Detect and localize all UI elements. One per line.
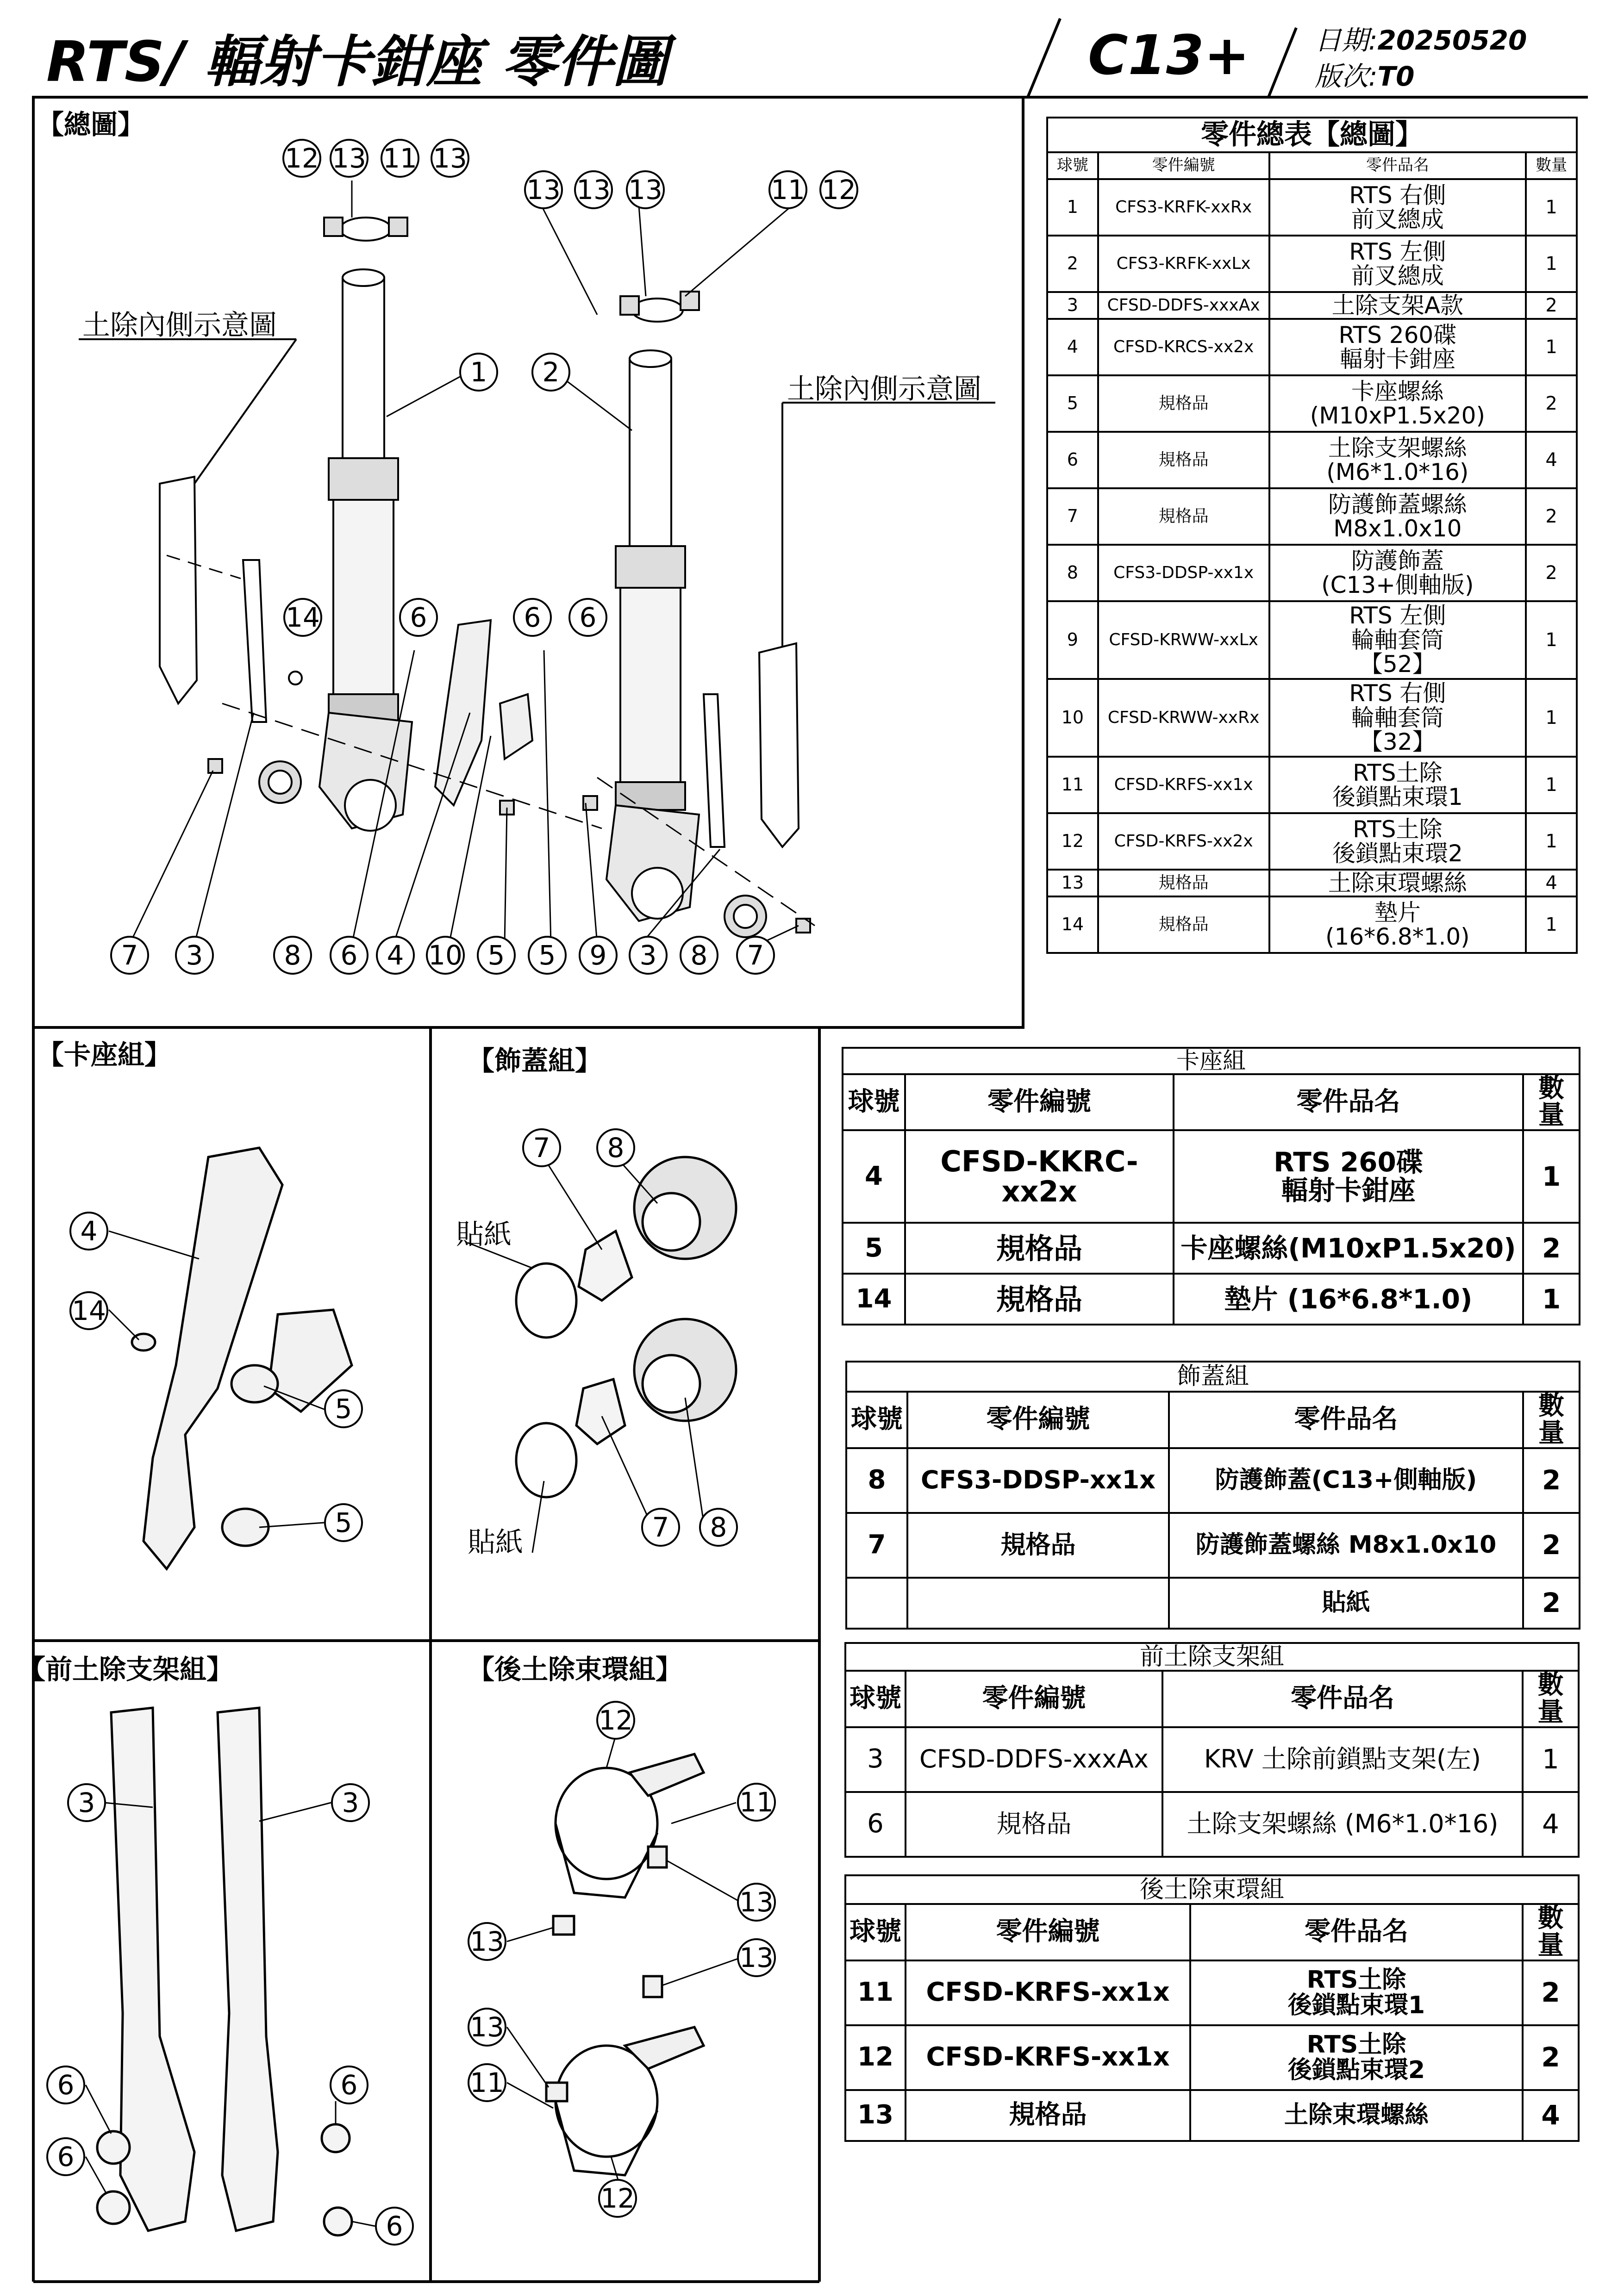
bracket-col-part-no: 零件編號 xyxy=(906,1671,1162,1727)
clamp-table-title-row xyxy=(845,1875,1579,1904)
cell-name: RTS 右側 輪軸套筒 【32】 xyxy=(1269,679,1526,757)
clamp-table-header-row xyxy=(845,1904,1579,1960)
cell-part-no: CFSD-KRCS-xx2x xyxy=(1098,319,1269,375)
caliper-callout-5: 5 xyxy=(324,1389,363,1428)
overview-title: 【總圖】 xyxy=(37,109,145,140)
caliper-callout-5: 5 xyxy=(324,1503,363,1542)
cap-callout-7: 7 xyxy=(522,1128,561,1167)
cell-no: 14 xyxy=(843,1274,905,1325)
cell-part-no: 規格品 xyxy=(1098,870,1269,896)
cell-qty: 1 xyxy=(1526,813,1577,870)
cell-no: 7 xyxy=(1047,488,1098,545)
cell-part-no: 規格品 xyxy=(907,1513,1169,1578)
cell-no: 2 xyxy=(1047,236,1098,292)
table-row xyxy=(845,1960,1579,2025)
caliper-group-title: 【卡座組】 xyxy=(37,1039,172,1070)
callout-12: 12 xyxy=(819,170,858,209)
cell-name: RTS 260碟 輻射卡鉗座 xyxy=(1174,1130,1523,1223)
bracket-col-qty: 數量 xyxy=(1523,1671,1579,1727)
cell-no: 10 xyxy=(1047,679,1098,757)
cell-name: RTS 左側 輪軸套筒 【52】 xyxy=(1269,601,1526,679)
cell-name: 防護飾蓋螺絲 M8x1.0x10 xyxy=(1169,1513,1523,1578)
cell-name: RTS土除 後鎖點束環2 xyxy=(1269,813,1526,870)
table-row xyxy=(845,2025,1579,2090)
inner-view-label-left: 土除內側示意圖 xyxy=(82,309,277,342)
caliper-callout-14: 14 xyxy=(69,1291,108,1330)
cell-name: RTS土除 後鎖點束環2 xyxy=(1190,2025,1523,2090)
clamp-callout-11: 11 xyxy=(737,1783,776,1822)
callout-13: 13 xyxy=(330,139,369,178)
cell-qty: 1 xyxy=(1526,236,1577,292)
cap-col-no: 球號 xyxy=(846,1392,907,1448)
callout-7: 7 xyxy=(736,936,775,975)
cap-col-part-no: 零件編號 xyxy=(907,1392,1169,1448)
cell-part-no: 規格品 xyxy=(905,1274,1174,1325)
callout-3: 3 xyxy=(629,936,668,975)
cell-name: 卡座螺絲 (M10xP1.5x20) xyxy=(1269,375,1526,432)
cell-qty: 2 xyxy=(1526,292,1577,319)
cell-qty: 4 xyxy=(1523,2090,1579,2141)
cell-name: 防護飾蓋 (C13+側軸版) xyxy=(1269,545,1526,601)
clamp-parts-tbody xyxy=(845,1875,1579,2141)
cell-qty: 2 xyxy=(1526,375,1577,432)
rear-clamp-group-title: 【後土除束環組】 xyxy=(468,1654,683,1685)
cap-callout-8: 8 xyxy=(699,1508,738,1547)
callout-14: 14 xyxy=(283,598,322,637)
cell-name: RTS 右側 前叉總成 xyxy=(1269,179,1526,236)
cell-part-no: 規格品 xyxy=(1098,432,1269,488)
rear-clamp-parts-table xyxy=(844,1874,1580,2142)
cell-no: 8 xyxy=(1047,545,1098,601)
model-code: C13+ xyxy=(1088,23,1250,87)
callout-2: 2 xyxy=(531,353,570,392)
cell-no: 8 xyxy=(846,1448,907,1513)
clamp-col-qty: 數量 xyxy=(1523,1904,1579,1960)
callout-8: 8 xyxy=(680,936,718,975)
cell-name: RTS 左側 前叉總成 xyxy=(1269,236,1526,292)
cell-name: 土除束環螺絲 xyxy=(1269,870,1526,896)
cell-qty: 1 xyxy=(1526,319,1577,375)
callout-6: 6 xyxy=(513,598,552,637)
cap-callout-7: 7 xyxy=(641,1508,680,1547)
bracket-col-name: 零件品名 xyxy=(1162,1671,1523,1727)
version-label: 版次: xyxy=(1315,61,1378,92)
callout-3: 3 xyxy=(175,936,214,975)
bracket-callout-6: 6 xyxy=(46,2137,85,2176)
cell-name: 土除支架螺絲 (M6*1.0*16) xyxy=(1162,1792,1523,1857)
clamp-callout-13: 13 xyxy=(737,1883,776,1922)
cell-part-no: CFSD-DDFS-xxxAx xyxy=(1098,292,1269,319)
bracket-table-title: 前土除支架組 xyxy=(845,1643,1579,1671)
main-col-no: 球號 xyxy=(1047,152,1098,179)
cell-part-no: CFSD-DDFS-xxxAx xyxy=(906,1727,1162,1792)
caliper-col-name: 零件品名 xyxy=(1174,1074,1523,1131)
callout-12: 12 xyxy=(282,139,321,178)
cell-qty: 1 xyxy=(1526,601,1577,679)
clamp-col-name: 零件品名 xyxy=(1190,1904,1523,1960)
cell-part-no: 規格品 xyxy=(1098,375,1269,432)
cell-part-no: CFSD-KKRC- xx2x xyxy=(905,1130,1174,1223)
cell-part-no: 規格品 xyxy=(905,1223,1174,1274)
cell-name: 貼紙 xyxy=(1169,1578,1523,1629)
clamp-col-part-no: 零件編號 xyxy=(906,1904,1190,1960)
version-value: T0 xyxy=(1377,61,1415,92)
clamp-callout-11: 11 xyxy=(468,2063,506,2102)
cell-name: 墊片 (16*6.8*1.0) xyxy=(1174,1274,1523,1325)
cell-part-no: 規格品 xyxy=(906,2090,1190,2141)
cell-no: 14 xyxy=(1047,896,1098,953)
cell-no: 12 xyxy=(1047,813,1098,870)
clamp-callout-13: 13 xyxy=(737,1938,776,1977)
callout-6: 6 xyxy=(399,598,438,637)
callout-11: 11 xyxy=(768,170,807,209)
cell-no: 5 xyxy=(843,1223,905,1274)
clamp-callout-13: 13 xyxy=(468,2008,506,2047)
main-col-name: 零件品名 xyxy=(1269,152,1526,179)
bracket-callout-6: 6 xyxy=(46,2066,85,2104)
clamp-table-title: 後土除束環組 xyxy=(845,1875,1579,1904)
cell-part-no: CFS3-DDSP-xx1x xyxy=(907,1448,1169,1513)
cell-no: 9 xyxy=(1047,601,1098,679)
cell-no: 4 xyxy=(843,1130,905,1223)
date-value: 20250520 xyxy=(1377,25,1527,56)
cell-name: 土除支架螺絲 (M6*1.0*16) xyxy=(1269,432,1526,488)
cap-group-title: 【飾蓋組】 xyxy=(468,1045,602,1076)
bracket-callout-6: 6 xyxy=(330,2066,369,2104)
cell-qty: 1 xyxy=(1526,757,1577,813)
cell-part-no: CFS3-KRFK-xxRx xyxy=(1098,179,1269,236)
table-row xyxy=(845,2090,1579,2141)
clamp-callout-12: 12 xyxy=(598,2179,637,2218)
callout-5: 5 xyxy=(477,936,516,975)
cell-part-no: CFS3-KRFK-xxLx xyxy=(1098,236,1269,292)
callout-13: 13 xyxy=(574,170,613,209)
callout-13: 13 xyxy=(626,170,665,209)
caliper-col-no: 球號 xyxy=(843,1074,905,1131)
cell-no: 12 xyxy=(845,2025,906,2090)
main-table-title: 零件總表【總圖】 xyxy=(1047,118,1577,152)
cell-qty: 2 xyxy=(1523,1578,1580,1629)
main-col-qty: 數量 xyxy=(1526,152,1577,179)
cell-name: 墊片 (16*6.8*1.0) xyxy=(1269,896,1526,953)
cell-part-no: CFSD-KRFS-xx1x xyxy=(906,2025,1190,2090)
date-label: 日期: xyxy=(1315,25,1378,56)
cell-part-no: CFSD-KRFS-xx2x xyxy=(1098,813,1269,870)
cell-part-no: CFSD-KRFS-xx1x xyxy=(1098,757,1269,813)
cap-col-name: 零件品名 xyxy=(1169,1392,1523,1448)
caliper-callout-4: 4 xyxy=(69,1212,108,1251)
cell-part-no: 規格品 xyxy=(1098,896,1269,953)
front-bracket-group-title: 【前土除支架組】 xyxy=(19,1654,234,1685)
cell-part-no: 規格品 xyxy=(906,1792,1162,1857)
callout-10: 10 xyxy=(426,936,465,975)
cell-name: RTS土除 後鎖點束環1 xyxy=(1269,757,1526,813)
cell-qty: 1 xyxy=(1523,1727,1579,1792)
cap-table-title: 飾蓋組 xyxy=(846,1362,1580,1392)
bracket-callout-6: 6 xyxy=(375,2207,414,2246)
cell-part-no: 規格品 xyxy=(1098,488,1269,545)
caliper-col-qty: 數量 xyxy=(1523,1074,1580,1131)
cell-no: 11 xyxy=(1047,757,1098,813)
clamp-callout-12: 12 xyxy=(596,1701,635,1740)
cell-name: 土除束環螺絲 xyxy=(1190,2090,1523,2141)
cell-qty: 4 xyxy=(1523,1792,1579,1857)
clamp-col-no: 球號 xyxy=(845,1904,906,1960)
cell-qty: 2 xyxy=(1526,488,1577,545)
caliper-table-title: 卡座組 xyxy=(843,1048,1580,1074)
cell-qty: 2 xyxy=(1523,1960,1579,2025)
cell-no: 13 xyxy=(845,2090,906,2141)
callout-4: 4 xyxy=(376,936,415,975)
cell-qty: 1 xyxy=(1526,179,1577,236)
callout-5: 5 xyxy=(528,936,567,975)
callout-7: 7 xyxy=(110,936,149,975)
callout-11: 11 xyxy=(381,139,419,178)
cap-col-qty: 數量 xyxy=(1523,1392,1580,1448)
cell-no: 13 xyxy=(1047,870,1098,896)
cell-qty: 2 xyxy=(1523,2025,1579,2090)
cell-name: RTS土除 後鎖點束環1 xyxy=(1190,1960,1523,2025)
cell-part-no: CFS3-DDSP-xx1x xyxy=(1098,545,1269,601)
cell-no: 11 xyxy=(845,1960,906,2025)
bracket-col-no: 球號 xyxy=(845,1671,906,1727)
cell-qty: 2 xyxy=(1523,1513,1580,1578)
cell-no: 6 xyxy=(845,1792,906,1857)
bracket-callout-3: 3 xyxy=(67,1783,106,1822)
sticker-label-bottom: 貼紙 xyxy=(468,1526,523,1559)
cell-name: 土除支架A款 xyxy=(1269,292,1526,319)
cell-qty: 1 xyxy=(1523,1130,1580,1223)
callout-8: 8 xyxy=(273,936,312,975)
cell-no: 3 xyxy=(1047,292,1098,319)
cap-callout-8: 8 xyxy=(596,1128,635,1167)
cell-no: 6 xyxy=(1047,432,1098,488)
cell-no: 5 xyxy=(1047,375,1098,432)
cell-part-no: CFSD-KRWW-xxRx xyxy=(1098,679,1269,757)
cell-name: KRV 土除前鎖點支架(左) xyxy=(1162,1727,1523,1792)
callout-13: 13 xyxy=(431,139,469,178)
cell-name: RTS 260碟 輻射卡鉗座 xyxy=(1269,319,1526,375)
callout-9: 9 xyxy=(579,936,618,975)
cell-no: 3 xyxy=(845,1727,906,1792)
cell-qty: 4 xyxy=(1526,432,1577,488)
cell-qty: 1 xyxy=(1526,896,1577,953)
clamp-callout-13: 13 xyxy=(468,1922,506,1961)
cell-qty: 1 xyxy=(1523,1274,1580,1325)
cell-part-no: CFSD-KRWW-xxLx xyxy=(1098,601,1269,679)
cell-qty: 1 xyxy=(1526,679,1577,757)
cell-qty: 2 xyxy=(1526,545,1577,601)
cell-no: 1 xyxy=(1047,179,1098,236)
cell-name: 防護飾蓋螺絲 M8x1.0x10 xyxy=(1269,488,1526,545)
cell-name: 卡座螺絲(M10xP1.5x20) xyxy=(1174,1223,1523,1274)
document-title: RTS/ 輻射卡鉗座 零件圖 xyxy=(46,30,668,94)
callout-1: 1 xyxy=(459,353,498,392)
sticker-label-top: 貼紙 xyxy=(456,1219,512,1251)
inner-view-label-right: 土除內側示意圖 xyxy=(787,373,981,405)
cell-qty: 2 xyxy=(1523,1223,1580,1274)
cell-qty: 4 xyxy=(1526,870,1577,896)
bracket-callout-3: 3 xyxy=(331,1783,370,1822)
caliper-col-part-no: 零件編號 xyxy=(905,1074,1174,1131)
callout-6: 6 xyxy=(330,936,369,975)
cell-part-no: CFSD-KRFS-xx1x xyxy=(906,1960,1190,2025)
main-col-part-no: 零件編號 xyxy=(1098,152,1269,179)
cell-no: 4 xyxy=(1047,319,1098,375)
callout-6: 6 xyxy=(568,598,607,637)
cell-no: 7 xyxy=(846,1513,907,1578)
callout-13: 13 xyxy=(524,170,563,209)
cell-qty: 2 xyxy=(1523,1448,1580,1513)
cell-name: 防護飾蓋(C13+側軸版) xyxy=(1169,1448,1523,1513)
